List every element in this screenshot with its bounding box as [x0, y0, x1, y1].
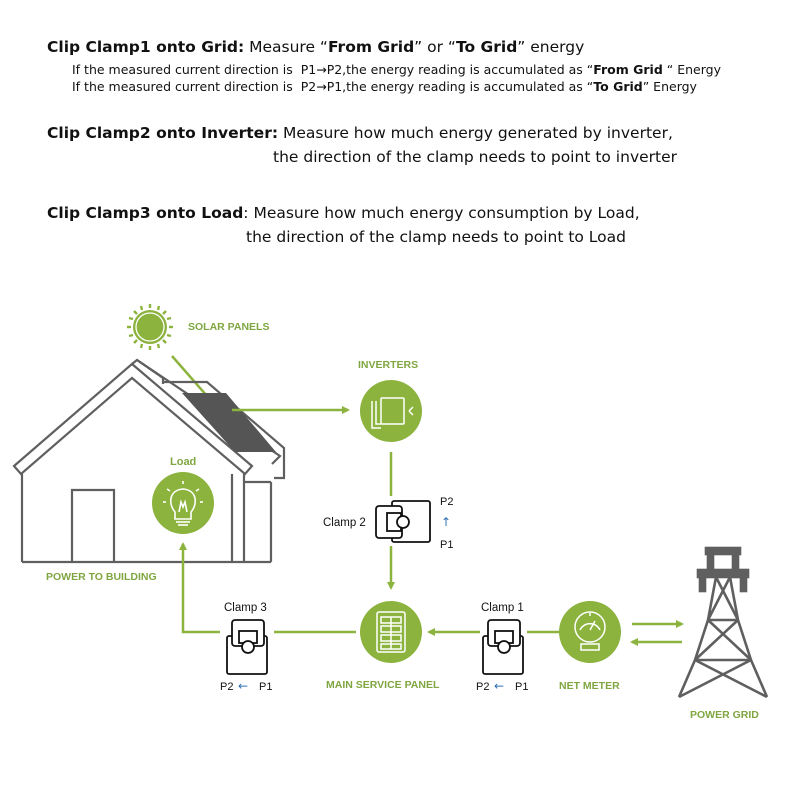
power-to-building-label: POWER TO BUILDING [46, 571, 157, 583]
clamp2-text-b: the direction of the clamp needs to point to inverter [273, 148, 678, 166]
clamp3-icon [227, 620, 267, 674]
clamp1-text-a: Measure “ [244, 38, 328, 56]
clamp1-p2: P2 [476, 681, 490, 693]
from-grid-term: From Grid [327, 38, 415, 56]
clamp3-to-load-arrow [183, 544, 220, 632]
inverter-icon [360, 380, 422, 442]
clamp3-p2: P2 [220, 681, 234, 693]
clamp3-p1: P1 [259, 681, 273, 693]
main-service-panel-label: MAIN SERVICE PANEL [326, 679, 440, 691]
rule-from-term: From Grid [593, 62, 663, 77]
clamp2-text-a: Measure how much energy generated by inverter, [278, 124, 673, 142]
rule-to-text: If the measured current direction is P2→P1,the energy reading is accumulated as “ [72, 79, 594, 94]
clamp2-p2: P2 [440, 496, 454, 508]
clamp1-text-b: ” or “ [414, 38, 456, 56]
inverters-label: INVERTERS [358, 359, 419, 371]
house-icon [14, 360, 284, 562]
net-meter-label: NET METER [559, 680, 620, 692]
clamp2-p1: P1 [440, 539, 454, 551]
clamp2-direction-arrow: ↑ [441, 515, 452, 529]
clamp3-text-a: : Measure how much energy consumption by Load, [243, 204, 640, 222]
clamp2-icon [376, 501, 430, 542]
clamp3-title: Clip Clamp3 onto Load [47, 204, 244, 222]
clamp3-text-b: the direction of the clamp needs to point to Load [246, 228, 626, 246]
rule-from-text: If the measured current direction is P1→P2,the energy reading is accumulated as “ [72, 62, 594, 77]
load-label: Load [170, 456, 197, 468]
clamp3-direction-arrow: ← [238, 679, 249, 693]
lightbulb-icon [152, 472, 214, 534]
net-meter-icon [559, 601, 621, 663]
clamp1-text-c: ” energy [517, 38, 585, 56]
rule-to-term: To Grid [593, 79, 643, 94]
clamp2-title: Clip Clamp2 onto Inverter: [47, 124, 279, 142]
sun-icon [127, 304, 173, 350]
solar-panels-label: SOLAR PANELS [188, 321, 270, 333]
clamp3-label: Clamp 3 [224, 602, 267, 614]
clamp1-direction-arrow: ← [494, 679, 505, 693]
clamp1-p1: P1 [515, 681, 529, 693]
rule-to-tail: ” Energy [642, 79, 697, 94]
rule-from-tail: “ Energy [662, 62, 721, 77]
power-tower-icon [679, 548, 767, 697]
power-grid-label: POWER GRID [690, 709, 759, 721]
clamp2-label: Clamp 2 [323, 517, 366, 529]
main-service-panel-icon [360, 601, 422, 663]
clamp1-title: Clip Clamp1 onto Grid: [47, 38, 245, 56]
clamp1-label: Clamp 1 [481, 602, 524, 614]
to-grid-term: To Grid [455, 38, 518, 56]
clamp1-icon [483, 620, 523, 674]
